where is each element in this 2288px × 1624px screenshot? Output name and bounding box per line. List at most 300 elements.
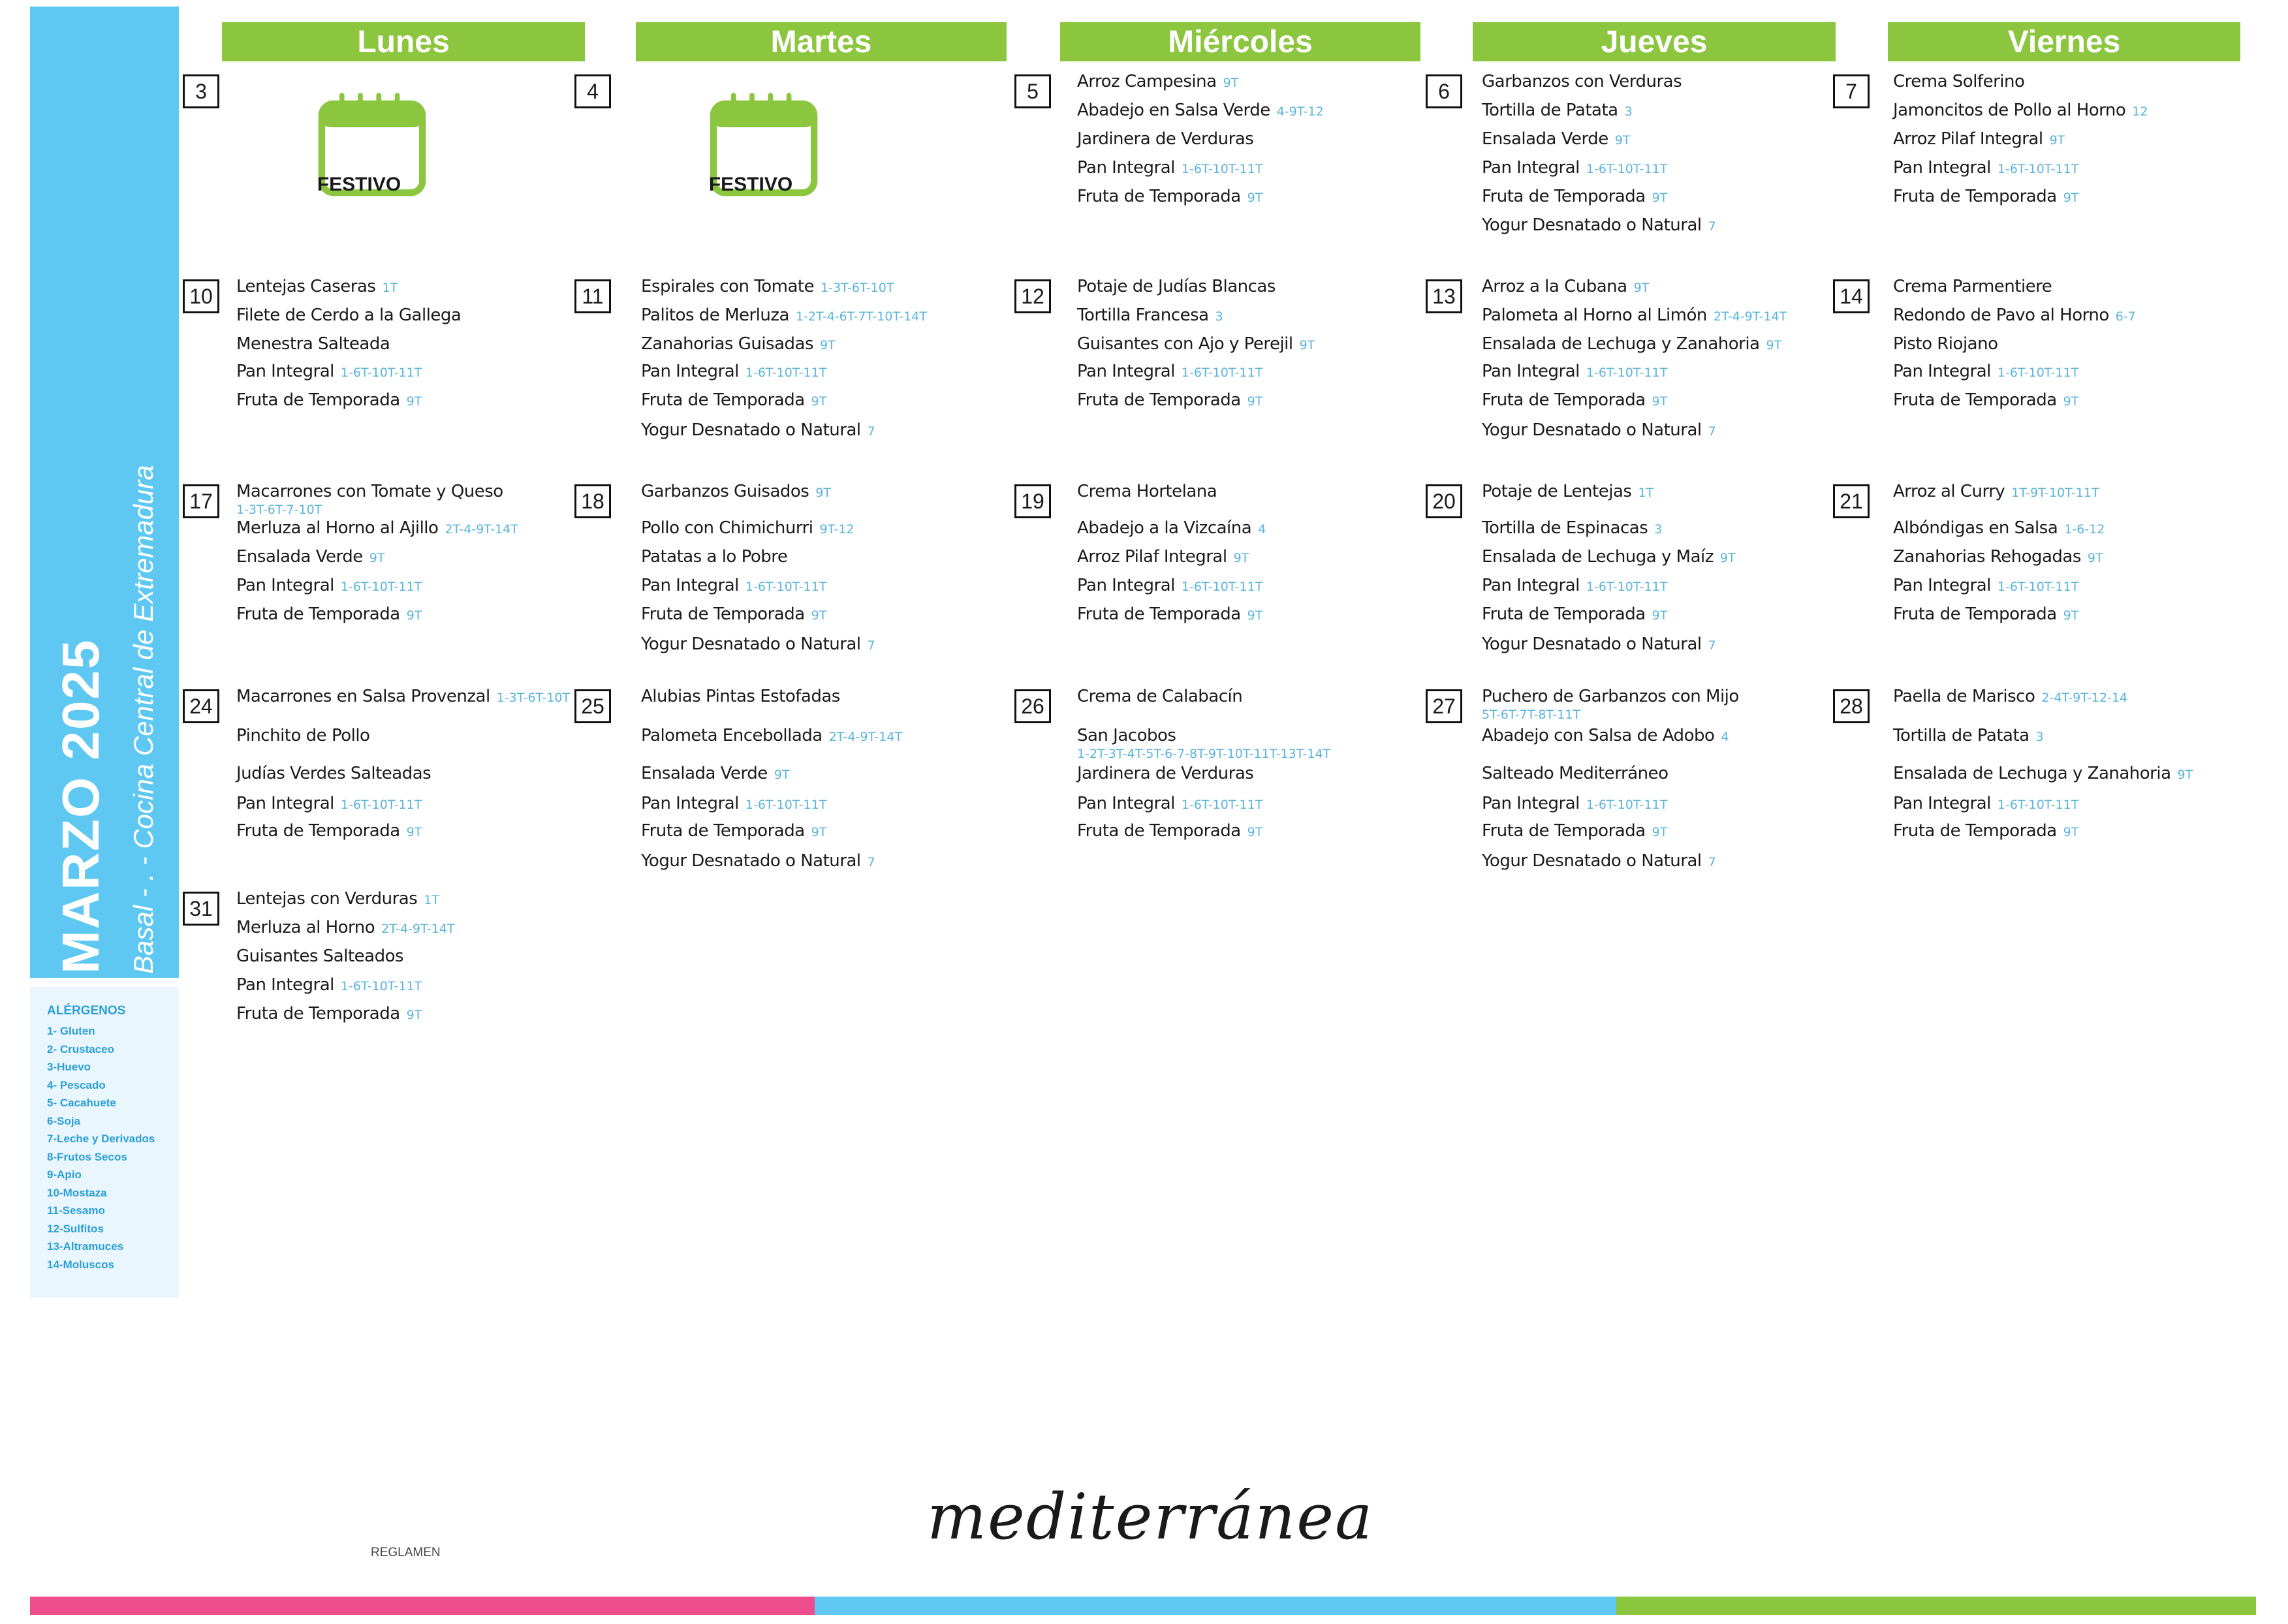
menu-item <box>1077 362 1262 381</box>
dish-name: Abadejo con Salsa de Adobo <box>1482 726 1715 745</box>
menu-item <box>236 946 403 966</box>
menu-item <box>641 604 826 624</box>
allergen-item: 12-Sulfitos <box>47 1222 104 1235</box>
dish-name: Paella de Marisco <box>1893 687 2035 706</box>
menu-item <box>641 851 875 871</box>
date-number: 11 <box>574 279 611 313</box>
allergen-codes: 9T <box>2087 551 2103 565</box>
menu-item <box>1893 576 2078 595</box>
allergen-codes: 1-3T-6T-7-10T <box>236 503 322 517</box>
allergen-codes: 1-6T-10T-11T <box>340 580 422 594</box>
dish-name: Crema de Calabacín <box>1077 687 1243 706</box>
allergen-item: 10-Mostaza <box>47 1186 107 1199</box>
menu-item <box>1077 604 1262 624</box>
date-number: 20 <box>1426 484 1462 518</box>
dish-name: Jamoncitos de Pollo al Horno <box>1893 101 2126 120</box>
dish-name: Pan Integral <box>236 975 334 995</box>
dish-name: Fruta de Temporada <box>1893 390 2057 410</box>
allergen-codes: 9T <box>815 486 832 500</box>
menu-item <box>236 277 398 296</box>
dish-name: Ensalada de Lechuga y Zanahoria <box>1482 334 1760 354</box>
allergen-codes: 9T <box>1766 338 1782 352</box>
menu-item <box>1077 187 1262 206</box>
menu-item <box>1077 764 1253 783</box>
menu-item <box>641 482 831 501</box>
menu-item <box>1482 420 1716 440</box>
dish-name: Yogur Desnatado o Natural <box>1482 851 1702 871</box>
menu-item <box>1482 821 1667 841</box>
allergen-codes: 9T <box>820 338 836 352</box>
allergen-codes: 6-7 <box>2115 309 2136 324</box>
dish-name: San Jacobos <box>1077 726 1176 745</box>
date-number: 19 <box>1014 484 1051 518</box>
dish-name: Fruta de Temporada <box>1077 390 1241 410</box>
allergen-codes: 9T <box>406 1008 422 1022</box>
allergen-codes: 2T-4-9T-14T <box>381 922 455 936</box>
menu-item <box>641 634 875 654</box>
menu-item <box>1893 482 2099 501</box>
date-number: 4 <box>574 74 611 108</box>
dish-name: Crema Parmentiere <box>1893 277 2052 296</box>
menu-item <box>1482 215 1716 235</box>
allergen-codes: 1-6T-10T-11T <box>1586 580 1668 594</box>
dish-name: Arroz a la Cubana <box>1482 277 1627 296</box>
allergen-codes: 7 <box>1708 424 1716 439</box>
dish-name: Yogur Desnatado o Natural <box>641 420 861 440</box>
allergen-codes: 1-6T-10T-11T <box>1586 366 1668 380</box>
menu-item <box>1893 158 2078 178</box>
dish-name: Pan Integral <box>1893 576 1991 595</box>
allergen-codes: 9T <box>1652 825 1668 839</box>
allergen-codes: 9T <box>2063 608 2079 623</box>
menu-item <box>236 576 422 595</box>
menu-item <box>1077 101 1324 120</box>
dish-name: Pinchito de Pollo <box>236 726 370 745</box>
dish-name: Arroz Pilaf Integral <box>1893 129 2043 149</box>
allergen-codes: 4-9T-12 <box>1276 104 1324 119</box>
allergen-codes: 9T <box>811 825 827 839</box>
allergen-item: 9-Apio <box>47 1168 82 1181</box>
dish-name: Garbanzos Guisados <box>641 482 809 501</box>
menu-item <box>1893 726 2044 745</box>
dish-name: Fruta de Temporada <box>1482 187 1646 206</box>
dish-name: Fruta de Temporada <box>641 604 805 624</box>
menu-item <box>1077 277 1276 296</box>
date-number: 21 <box>1833 484 1870 518</box>
date-number: 3 <box>183 74 219 108</box>
allergen-item: 13-Altramuces <box>47 1240 124 1253</box>
date-number: 17 <box>183 484 219 518</box>
footer-bar-pink <box>30 1597 815 1615</box>
menu-item <box>1482 482 1653 501</box>
date-number: 28 <box>1833 689 1870 723</box>
menu-item <box>236 482 503 501</box>
date-number: 26 <box>1014 689 1051 723</box>
allergen-codes: 1-6-12 <box>2064 522 2105 537</box>
dish-name: Pan Integral <box>1077 158 1175 178</box>
menu-item <box>1482 305 1787 325</box>
dish-name: Pan Integral <box>1482 362 1580 381</box>
menu-item <box>1077 687 1242 706</box>
allergen-item: 8-Frutos Secos <box>47 1150 127 1163</box>
dish-name: Redondo de Pavo al Horno <box>1893 305 2109 325</box>
allergen-codes: 1-6T-10T-11T <box>1181 162 1263 176</box>
allergen-codes: 7 <box>1708 219 1716 234</box>
allergen-codes: 7 <box>1708 638 1716 653</box>
menu-item <box>1077 334 1315 354</box>
menu-item <box>1893 687 2127 706</box>
allergen-codes: 1-6T-10T-11T <box>1997 162 2079 176</box>
menu-item <box>1482 277 1649 296</box>
menu-item <box>236 726 369 745</box>
menu-item <box>1482 362 1667 381</box>
dish-name: Macarrones en Salsa Provenzal <box>236 687 490 706</box>
dish-name: Fruta de Temporada <box>236 1004 400 1023</box>
dish-name: Pan Integral <box>236 362 334 381</box>
allergen-item: 6-Soja <box>47 1114 81 1127</box>
menu-item <box>1893 604 2078 624</box>
menu-item <box>641 794 826 813</box>
dish-name: Fruta de Temporada <box>1893 821 2057 841</box>
dish-name: Tortilla de Espinacas <box>1482 518 1648 538</box>
menu-item <box>1482 101 1633 120</box>
dish-name: Pan Integral <box>1482 794 1580 813</box>
dish-name: Abadejo en Salsa Verde <box>1077 101 1270 120</box>
dish-name: Merluza al Horno <box>236 918 375 937</box>
allergen-item: 7-Leche y Derivados <box>47 1132 155 1145</box>
menu-item <box>236 975 422 995</box>
menu-item <box>1893 362 2078 381</box>
menu-item <box>1893 72 2024 91</box>
menu-item <box>1893 305 2136 325</box>
dish-name: Fruta de Temporada <box>1893 187 2057 206</box>
allergen-codes: 1-6T-10T-11T <box>340 979 422 993</box>
menu-item <box>1482 726 1729 745</box>
menu-item <box>1893 821 2078 841</box>
menu-item <box>236 794 422 813</box>
dish-name: Ensalada Verde <box>641 764 768 783</box>
menu-item <box>641 821 826 841</box>
allergen-item: 1- Gluten <box>47 1025 95 1037</box>
dish-name: Pan Integral <box>641 576 739 595</box>
allergen-item: 3-Huevo <box>47 1061 91 1073</box>
allergen-codes: 7 <box>867 638 875 653</box>
dish-name: Fruta de Temporada <box>641 821 805 841</box>
allergen-codes: 1-6T-10T-11T <box>1181 580 1263 594</box>
dish-name: Ensalada Verde <box>1482 129 1608 149</box>
dish-name: Fruta de Temporada <box>236 390 400 410</box>
menu-item <box>236 889 439 909</box>
allergen-codes: 9T <box>811 394 827 409</box>
dish-name: Guisantes con Ajo y Perejil <box>1077 334 1293 354</box>
dish-name: Abadejo a la Vizcaína <box>1077 518 1252 538</box>
dish-name: Lentejas Caseras <box>236 277 376 296</box>
dish-name: Espirales con Tomate <box>641 277 815 296</box>
reglamen-note: REGLAMEN <box>371 1546 441 1559</box>
menu-item <box>1482 158 1667 178</box>
allergen-codes: 12 <box>2132 104 2148 119</box>
dish-name: Fruta de Temporada <box>641 390 805 410</box>
allergen-list <box>47 1022 175 1273</box>
dish-name: Ensalada de Lechuga y Zanahoria <box>1893 764 2171 783</box>
allergen-codes: 3 <box>2035 730 2044 744</box>
menu-item <box>1482 547 1736 567</box>
dish-name: Judías Verdes Salteadas <box>236 764 431 783</box>
menu-item <box>641 518 854 538</box>
menu-item <box>1482 334 1781 354</box>
menu-item <box>236 334 390 354</box>
allergen-codes: 9T <box>2063 825 2079 839</box>
dish-name: Yogur Desnatado o Natural <box>1482 215 1702 235</box>
date-number: 5 <box>1014 74 1051 108</box>
allergen-codes: 9T <box>2063 394 2079 409</box>
allergen-codes: 1T <box>424 893 439 907</box>
allergen-codes: 1-3T-6T-10T <box>496 691 571 705</box>
allergen-codes: 9T <box>1233 551 1249 565</box>
menu-item <box>1893 129 2065 149</box>
dish-name: Jardinera de Verduras <box>1077 764 1254 783</box>
menu-item <box>641 547 787 567</box>
allergen-codes: 7 <box>867 424 875 439</box>
day-header-jueves: Jueves <box>1473 22 1836 61</box>
day-header-lunes: Lunes <box>222 22 585 61</box>
dish-name: Arroz al Curry <box>1893 482 2005 501</box>
menu-item <box>1482 576 1667 595</box>
dish-name: Albóndigas en Salsa <box>1893 518 2058 538</box>
footer-bar-blue <box>815 1597 1616 1615</box>
menu-item <box>641 420 875 440</box>
dish-name: Pan Integral <box>1482 576 1580 595</box>
dish-name: Palometa al Horno al Limón <box>1482 305 1707 325</box>
allergen-codes: 3 <box>1624 104 1633 119</box>
allergen-codes: 2T-4-9T-14T <box>1713 309 1787 324</box>
dish-name: Puchero de Garbanzos con Mijo <box>1482 687 1739 706</box>
date-number: 27 <box>1426 689 1462 723</box>
allergen-codes: 3 <box>1654 522 1663 537</box>
dish-name: Ensalada de Lechuga y Maíz <box>1482 547 1714 567</box>
allergen-codes: 5T-6T-7T-8T-11T <box>1482 708 1581 722</box>
allergen-codes: 4 <box>1721 730 1729 744</box>
dish-name: Garbanzos con Verduras <box>1482 72 1682 91</box>
menu-item <box>236 390 422 410</box>
menu-item <box>1893 794 2078 813</box>
dish-name: Pollo con Chimichurri <box>641 518 813 538</box>
dish-name: Pisto Riojano <box>1893 334 1998 354</box>
allergen-codes: 1-6T-10T-11T <box>1997 580 2079 594</box>
dish-name: Tortilla de Patata <box>1893 726 2029 745</box>
dish-name: Pan Integral <box>1893 158 1991 178</box>
allergen-codes: 1-6T-10T-11T <box>1181 366 1263 380</box>
dish-name: Crema Hortelana <box>1077 482 1217 501</box>
allergen-codes: 9T <box>1247 394 1263 409</box>
dish-name: Pan Integral <box>1893 362 1991 381</box>
menu-item <box>1482 72 1682 91</box>
allergen-codes: 9T <box>1652 191 1668 205</box>
dish-name: Palitos de Merluza <box>641 305 789 325</box>
menu-item <box>1482 794 1667 813</box>
menu-item <box>236 821 422 841</box>
menu-item <box>641 764 789 783</box>
menu-item <box>1482 390 1667 410</box>
date-number: 24 <box>183 689 219 723</box>
allergen-codes: 9T <box>2063 191 2079 205</box>
dish-name: Merluza al Horno al Ajillo <box>236 518 439 538</box>
date-number: 18 <box>574 484 611 518</box>
menu-item <box>1077 390 1262 410</box>
menu-item <box>641 390 826 410</box>
date-number: 25 <box>574 689 611 723</box>
dish-name: Potaje de Judías Blancas <box>1077 277 1276 296</box>
allergen-codes: 2T-4-9T-14T <box>445 522 518 537</box>
dish-name: Pan Integral <box>1482 158 1580 178</box>
menu-item <box>641 305 927 325</box>
allergen-codes: 1-6T-10T-11T <box>1586 798 1668 812</box>
date-number: 14 <box>1833 279 1870 313</box>
allergen-codes: 1-2T-4-6T-7T-10T-14T <box>795 309 927 324</box>
dish-name: Fruta de Temporada <box>1077 821 1241 841</box>
dish-name: Tortilla de Patata <box>1482 101 1618 120</box>
allergen-codes: 9T <box>2177 768 2193 782</box>
menu-item <box>1893 764 2193 783</box>
menu-item <box>641 576 826 595</box>
dish-name: Pan Integral <box>1077 794 1175 813</box>
allergen-codes: 9T <box>1633 281 1650 295</box>
menu-item <box>1482 129 1630 149</box>
allergen-codes: 1-6T-10T-11T <box>1997 366 2079 380</box>
allergen-codes: 1-6T-10T-11T <box>745 366 827 380</box>
allergen-codes: 9T <box>1614 133 1631 148</box>
date-number: 12 <box>1014 279 1051 313</box>
menu-item <box>1077 821 1262 841</box>
allergen-codes: 3 <box>1215 309 1223 324</box>
footer-bar-green <box>1616 1597 2256 1615</box>
dish-name: Fruta de Temporada <box>1482 821 1646 841</box>
menu-item <box>1482 851 1716 871</box>
day-header-martes: Martes <box>636 22 1007 61</box>
menu-item <box>1077 794 1262 813</box>
allergen-item: 5- Cacahuete <box>47 1097 116 1109</box>
allergen-item: 14-Moluscos <box>47 1258 114 1271</box>
allergen-codes: 9T <box>406 825 422 839</box>
allergen-codes: 1T <box>382 281 398 295</box>
dish-name: Crema Solferino <box>1893 72 2025 91</box>
dish-name: Yogur Desnatado o Natural <box>1482 420 1702 440</box>
day-header-viernes: Viernes <box>1888 22 2240 61</box>
dish-name: Pan Integral <box>236 576 334 595</box>
date-number: 10 <box>183 279 219 313</box>
menu-item <box>1482 604 1667 624</box>
date-number: 31 <box>183 892 219 926</box>
menu-item <box>1893 547 2103 567</box>
allergen-codes: 9T <box>1247 608 1263 623</box>
allergen-codes: 2-4T-9T-12-14 <box>2041 691 2128 705</box>
dish-name: Yogur Desnatado o Natural <box>1482 634 1702 654</box>
menu-item <box>1077 726 1176 745</box>
allergen-codes: 7 <box>867 855 875 869</box>
menu-item <box>1077 576 1262 595</box>
allergen-codes: 1-6T-10T-11T <box>745 798 827 812</box>
menu-item <box>236 918 455 937</box>
menu-item <box>236 687 570 706</box>
menu-item <box>641 362 826 381</box>
allergen-codes: 7 <box>1708 855 1716 869</box>
dish-name: Guisantes Salteados <box>236 946 404 966</box>
dish-name: Menestra Salteada <box>236 334 390 354</box>
allergen-codes: 9T <box>1652 394 1668 409</box>
menu-item <box>1482 518 1662 538</box>
menu-item <box>1482 764 1669 783</box>
allergen-codes: 9T <box>1247 191 1263 205</box>
allergen-codes: 9T <box>1223 76 1239 90</box>
dish-name: Zanahorias Guisadas <box>641 334 814 354</box>
menu-item <box>1482 634 1716 654</box>
festivo-label: FESTIVO <box>708 174 793 195</box>
dish-name: Fruta de Temporada <box>1077 187 1241 206</box>
menu-item <box>1893 390 2078 410</box>
dish-name: Fruta de Temporada <box>236 821 400 841</box>
menu-item <box>236 1004 422 1023</box>
dish-name: Arroz Campesina <box>1077 72 1217 91</box>
dish-name: Macarrones con Tomate y Queso <box>236 482 503 501</box>
dish-name: Yogur Desnatado o Natural <box>641 634 861 654</box>
allergen-codes: 9T <box>1652 608 1668 623</box>
menu-item <box>1077 518 1266 538</box>
menu-item <box>641 334 836 354</box>
menu-item <box>236 518 518 538</box>
dish-name: Arroz Pilaf Integral <box>1077 547 1227 567</box>
dish-name: Pan Integral <box>1077 362 1175 381</box>
dish-name: Fruta de Temporada <box>1482 604 1646 624</box>
kitchen-subtitle: Basal - . - Cocina Central de Extremadura <box>128 465 159 974</box>
menu-item <box>1077 72 1238 91</box>
allergen-codes: 1T-9T-10T-11T <box>2011 486 2099 500</box>
menu-item <box>1893 101 2148 120</box>
allergen-codes: 9T <box>1247 825 1263 839</box>
allergen-codes: 9T <box>1299 338 1315 352</box>
allergen-codes: 9T <box>369 551 385 565</box>
dish-name: Fruta de Temporada <box>236 604 400 624</box>
menu-item <box>641 687 840 706</box>
allergen-codes: 1T <box>1638 486 1654 500</box>
allergen-codes: 1-6T-10T-11T <box>1997 798 2079 812</box>
dish-name: Palometa Encebollada <box>641 726 823 745</box>
dish-name: Fruta de Temporada <box>1893 604 2057 624</box>
dish-name: Fruta de Temporada <box>1482 390 1646 410</box>
allergen-codes: 1-6T-10T-11T <box>745 580 827 594</box>
dish-name: Yogur Desnatado o Natural <box>641 851 861 871</box>
dish-name: Potaje de Lentejas <box>1482 482 1632 501</box>
dish-name: Pan Integral <box>641 794 739 813</box>
allergen-codes: 9T <box>406 394 422 409</box>
menu-item <box>1077 547 1249 567</box>
menu-item <box>1893 334 1998 354</box>
date-number: 6 <box>1426 74 1462 108</box>
allergen-title: ALÉRGENOS <box>47 1004 126 1018</box>
brand-logo: mediterránea <box>927 1480 1374 1554</box>
menu-item <box>236 362 422 381</box>
allergen-codes: 9T <box>406 608 422 623</box>
allergen-item: 11-Sesamo <box>47 1204 105 1217</box>
dish-name: Jardinera de Verduras <box>1077 129 1254 149</box>
menu-item <box>641 277 894 296</box>
menu-item <box>1893 518 2105 538</box>
menu-item <box>236 604 422 624</box>
allergen-codes: 1-6T-10T-11T <box>1586 162 1668 176</box>
allergen-codes: 9T-12 <box>819 522 854 537</box>
allergen-codes: 9T <box>2049 133 2065 148</box>
menu-item <box>1482 687 1739 706</box>
dish-name: Pan Integral <box>1893 794 1991 813</box>
